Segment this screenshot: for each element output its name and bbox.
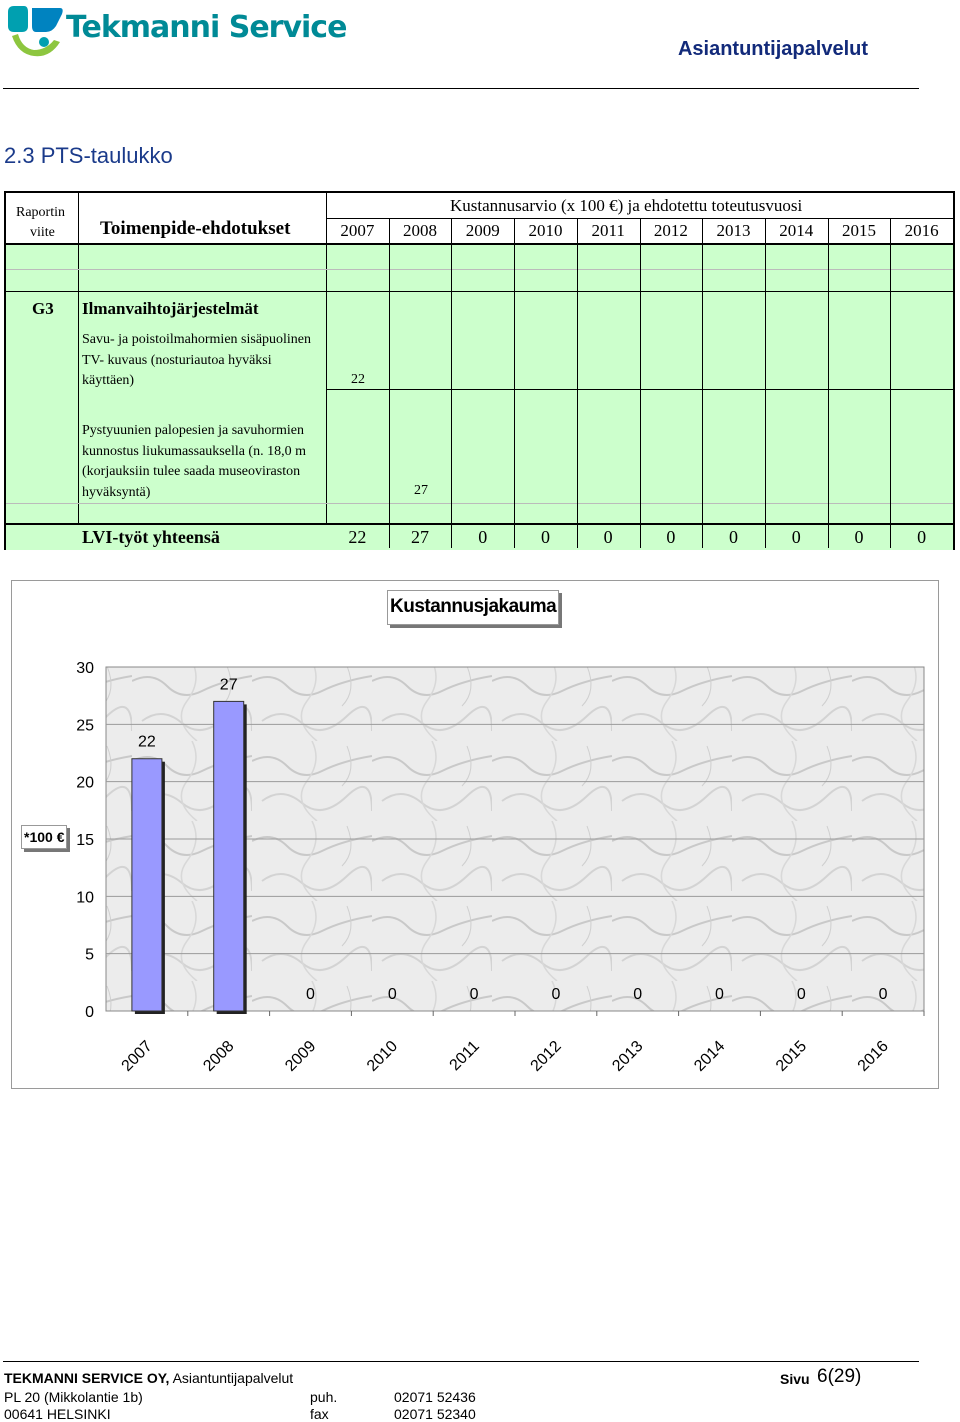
item-2-description bbox=[82, 421, 306, 503]
total-value: 27 bbox=[411, 527, 430, 547]
total-value: 0 bbox=[791, 527, 801, 547]
total-value: 0 bbox=[666, 527, 676, 547]
data-label: 22 bbox=[138, 733, 156, 751]
year-column-border bbox=[828, 218, 829, 548]
total-value: 0 bbox=[729, 527, 739, 547]
bar bbox=[132, 759, 162, 1011]
year-header: 2008 bbox=[403, 221, 438, 240]
year-header: 2014 bbox=[779, 221, 814, 240]
footer-company bbox=[4, 1370, 293, 1386]
row-divider bbox=[6, 503, 953, 504]
data-label: 0 bbox=[387, 986, 397, 1003]
data-label: 0 bbox=[878, 986, 888, 1003]
x-tick-label: 2007 bbox=[118, 1037, 156, 1075]
row-divider bbox=[6, 269, 953, 270]
year-column-border bbox=[765, 218, 766, 548]
header-bottom-border bbox=[6, 243, 953, 245]
total-row bbox=[6, 523, 953, 550]
x-tick-label: 2016 bbox=[854, 1037, 892, 1075]
footer-company-name: TEKMANNI SERVICE OY, bbox=[4, 1370, 170, 1386]
pts-table bbox=[4, 191, 955, 550]
x-tick-label: 2008 bbox=[200, 1037, 238, 1075]
footer-fax-label: fax bbox=[310, 1406, 329, 1422]
data-label: 27 bbox=[219, 676, 238, 694]
year-header: 2011 bbox=[591, 221, 625, 240]
header-title: Asiantuntijapalvelut bbox=[677, 38, 868, 60]
footer-address-2: 00641 HELSINKI bbox=[4, 1406, 111, 1422]
item-1-line: käyttäen) bbox=[82, 373, 135, 388]
group-ref: G3 bbox=[32, 299, 54, 318]
row-divider bbox=[6, 291, 953, 292]
year-header: 2012 bbox=[653, 221, 688, 240]
year-column-border bbox=[451, 218, 452, 548]
x-tick-label: 2011 bbox=[446, 1037, 483, 1075]
year-column-border bbox=[389, 218, 390, 548]
total-value: 22 bbox=[348, 527, 367, 547]
y-tick-label: 15 bbox=[76, 832, 94, 849]
company-logo-text: Tekmanni Service bbox=[66, 10, 347, 45]
data-label: 0 bbox=[551, 986, 561, 1003]
x-tick-label: 2014 bbox=[691, 1037, 729, 1075]
x-tick-label: 2010 bbox=[363, 1037, 402, 1075]
x-tick-label: 2015 bbox=[772, 1037, 811, 1075]
item-1-line: TV- kuvaus (nosturiautoa hyväksi bbox=[82, 352, 272, 368]
item-2-line: (korjauksiin tulee saada museoviraston bbox=[82, 464, 301, 479]
actions-header: Toimenpide-ehdotukset bbox=[100, 218, 291, 239]
item-1-description bbox=[82, 330, 311, 392]
y-axis-label-box bbox=[21, 825, 67, 849]
tekmanni-logo-icon bbox=[4, 4, 66, 60]
item-2-line: hyväksyntä) bbox=[82, 484, 151, 500]
chart-svg bbox=[12, 581, 938, 1088]
data-label: 0 bbox=[306, 986, 315, 1003]
footer-company-suffix: Asiantuntijapalvelut bbox=[172, 1370, 294, 1386]
y-tick-label: 30 bbox=[76, 660, 94, 677]
year-header: 2009 bbox=[465, 221, 500, 240]
total-value: 0 bbox=[478, 527, 488, 547]
total-value: 0 bbox=[540, 527, 550, 547]
total-value: 0 bbox=[603, 527, 613, 547]
year-column-border bbox=[640, 218, 641, 548]
y-tick-label: 10 bbox=[76, 889, 94, 907]
item-2-line: kunnostus liukumassauksella (n. 18,0 m bbox=[82, 443, 306, 459]
total-value: 0 bbox=[854, 527, 864, 547]
data-label: 0 bbox=[633, 986, 643, 1003]
actions-column-border bbox=[326, 193, 327, 548]
footer-phone: 02071 52436 bbox=[394, 1389, 476, 1405]
year-column-border bbox=[890, 218, 891, 548]
footer-page-number: 6(29) bbox=[817, 1366, 862, 1387]
header-divider bbox=[3, 88, 919, 89]
footer-page-label: Sivu bbox=[780, 1371, 810, 1387]
year-header: 2007 bbox=[340, 221, 375, 240]
group-title: Ilmanvaihtojärjestelmät bbox=[82, 299, 259, 318]
y-tick-label: 0 bbox=[85, 1004, 94, 1021]
cost-header: Kustannusarvio (x 100 €) ja ehdotettu toteutusvuosi bbox=[450, 196, 803, 215]
item-2-line: Pystyuunien palopesien ja savuhormien bbox=[82, 423, 305, 438]
data-label: 0 bbox=[796, 986, 806, 1003]
year-header: 2015 bbox=[841, 221, 876, 240]
item-2-value: 27 bbox=[414, 483, 428, 498]
footer-divider bbox=[3, 1361, 919, 1362]
footer-phone-label: puh. bbox=[310, 1389, 338, 1405]
year-header: 2016 bbox=[904, 221, 939, 240]
y-tick-label: 5 bbox=[85, 946, 94, 964]
ref-column-border bbox=[78, 193, 79, 548]
year-header: 2010 bbox=[528, 221, 563, 240]
item-1-line: Savu- ja poistoilmahormien sisäpuolinen bbox=[82, 332, 312, 347]
year-header: 2013 bbox=[716, 221, 751, 240]
section-title: 2.3 PTS-taulukko bbox=[4, 143, 173, 168]
data-label: 0 bbox=[715, 986, 724, 1003]
x-tick-label: 2009 bbox=[282, 1037, 320, 1075]
footer-address-1: PL 20 (Mikkolantie 1b) bbox=[4, 1389, 143, 1405]
footer-fax: 02071 52340 bbox=[394, 1406, 476, 1422]
year-column-border bbox=[577, 218, 578, 548]
total-value: 0 bbox=[917, 527, 927, 547]
year-column-border bbox=[702, 218, 703, 548]
ref-header-line2: viite bbox=[30, 225, 55, 240]
cost-distribution-chart bbox=[11, 580, 939, 1089]
x-tick-label: 2013 bbox=[609, 1037, 647, 1075]
y-tick-label: 20 bbox=[76, 774, 94, 792]
ref-header-line1: Raportin bbox=[16, 205, 65, 220]
item-1-value: 22 bbox=[351, 372, 365, 387]
x-tick-label: 2012 bbox=[527, 1037, 565, 1075]
total-label: LVI-työt yhteensä bbox=[82, 527, 220, 547]
data-label: 0 bbox=[469, 986, 479, 1003]
y-axis-label: *100 € bbox=[21, 825, 67, 849]
chart-title-box bbox=[387, 590, 559, 625]
bar bbox=[214, 701, 244, 1011]
y-tick-label: 25 bbox=[76, 717, 94, 735]
chart-title: Kustannusjakauma bbox=[387, 590, 559, 625]
year-column-border bbox=[514, 218, 515, 548]
